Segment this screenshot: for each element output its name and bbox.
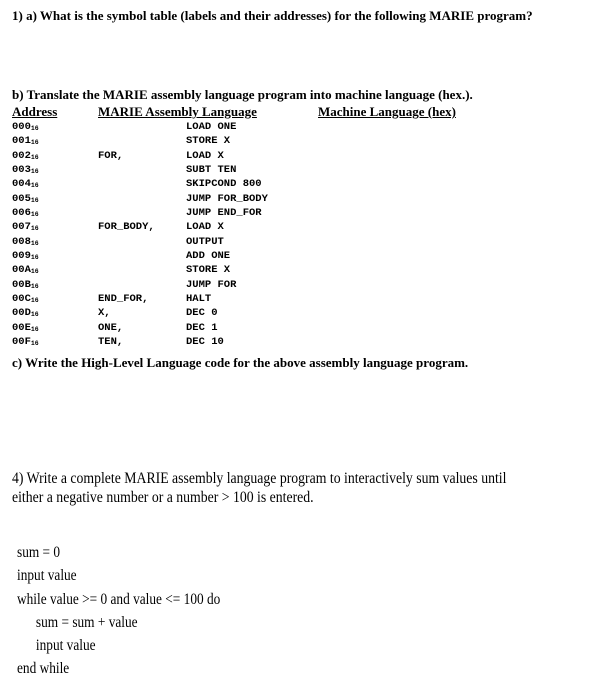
row-address: $009_{16}$ — [12, 250, 39, 263]
row-address: $00C_{16}$ — [12, 293, 39, 306]
row-instruction: STORE X — [186, 135, 231, 148]
pseudocode-line: end while — [17, 660, 70, 678]
row-address: $003_{16}$ — [12, 164, 39, 177]
row-address: $00E_{16}$ — [12, 321, 39, 334]
row-instruction: SKIPCOND 800 — [186, 178, 262, 191]
program-row — [12, 206, 432, 220]
row-address: $002_{16}$ — [12, 149, 39, 162]
row-label: FOR_BODY, — [98, 221, 155, 234]
program-row — [12, 321, 432, 335]
program-row — [12, 177, 432, 191]
row-address: $005_{16}$ — [12, 192, 39, 205]
program-row — [12, 149, 432, 163]
question-1c: c) Write the High-Level Language code for the above assembly language program. — [12, 355, 469, 370]
program-row — [12, 278, 432, 292]
program-row — [12, 192, 432, 206]
machine-language-column-header: Machine Language (hex) — [318, 104, 456, 119]
pseudocode-line: input value — [35, 637, 96, 655]
program-row — [12, 220, 432, 234]
pseudocode-line: input value — [17, 567, 77, 585]
row-label: ONE, — [98, 321, 124, 334]
row-label: FOR, — [98, 149, 124, 162]
row-instruction: DEC 0 — [186, 307, 218, 320]
row-instruction: SUBT TEN — [186, 164, 237, 177]
row-address: $000_{16}$ — [12, 121, 39, 133]
row-instruction: LOAD X — [186, 149, 224, 162]
row-instruction: DEC 1 — [186, 321, 218, 334]
program-row — [12, 163, 432, 177]
program-row — [12, 292, 432, 306]
question-4: 4) Write a complete MARIE assembly language program to interactively sum values until either a negative number or a number > 100 is entered. — [12, 470, 507, 506]
row-label: X, — [98, 307, 111, 320]
row-instruction: JUMP FOR_BODY — [186, 192, 268, 205]
pseudocode-line: while value >= 0 and value <= 100 do — [17, 590, 221, 608]
row-address: $00F_{16}$ — [12, 336, 39, 349]
row-instruction: LOAD ONE — [186, 121, 237, 133]
row-address: $00D_{16}$ — [12, 307, 39, 320]
program-row — [12, 306, 432, 320]
row-address: $007_{16}$ — [12, 221, 39, 234]
row-address: $001_{16}$ — [12, 135, 39, 148]
program-row — [12, 235, 432, 249]
row-address: $00A_{16}$ — [12, 264, 39, 277]
row-label: TEN, — [98, 336, 124, 349]
program-listing — [12, 120, 432, 350]
row-instruction: JUMP END_FOR — [186, 207, 262, 220]
program-row — [12, 120, 432, 134]
program-row — [12, 263, 432, 277]
row-address: $004_{16}$ — [12, 178, 39, 191]
question-1a: 1) a) What is the symbol table (labels and their addresses) for the following MARIE program? — [12, 8, 533, 23]
row-instruction: ADD ONE — [186, 250, 231, 263]
address-column-header: Address — [12, 104, 58, 119]
pseudocode-block — [17, 541, 220, 681]
row-address: $008_{16}$ — [12, 235, 39, 248]
row-label: END_FOR, — [98, 293, 149, 306]
row-instruction: JUMP FOR — [186, 278, 237, 291]
assembly-column-header: MARIE Assembly Language — [98, 104, 257, 119]
row-address: $00B_{16}$ — [12, 278, 39, 291]
row-instruction: DEC 10 — [186, 336, 224, 349]
row-instruction: HALT — [186, 293, 212, 306]
row-instruction: OUTPUT — [186, 235, 224, 248]
row-instruction: LOAD X — [186, 221, 224, 234]
row-address: $006_{16}$ — [12, 207, 39, 220]
program-row — [12, 249, 432, 263]
question-1b: b) Translate the MARIE assembly language program into machine language (hex.). — [12, 87, 473, 102]
pseudocode-line: sum = 0 — [17, 544, 61, 561]
program-row — [12, 335, 432, 349]
pseudocode-line: sum = sum + value — [35, 613, 138, 631]
program-row — [12, 134, 432, 148]
row-instruction: STORE X — [186, 264, 231, 277]
